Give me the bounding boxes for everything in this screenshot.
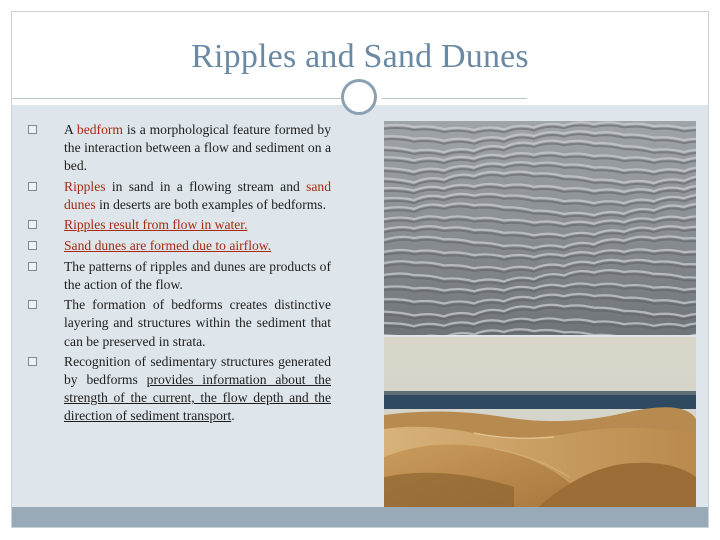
bullet-text-segment: provides information about the strength of the current, the flow depth and the direction of sediment transport <box>64 372 331 424</box>
footer-bar <box>12 507 708 527</box>
bullet-text-segment: Sand dunes are formed due to airflow. <box>64 238 272 254</box>
bullet-dunes-air <box>18 237 331 255</box>
bullet-square-icon <box>28 300 37 309</box>
bullet-text-segment: Ripples <box>64 178 106 194</box>
title-divider-right <box>382 98 527 99</box>
bullet-text-segment: in sand in a flowing stream and <box>105 178 307 194</box>
bullet-ripples-water <box>18 216 331 234</box>
bullet-text-segment: is a morphological feature formed by the interaction between a flow and sediment on a bed. <box>64 122 331 174</box>
sand-ripples-photo <box>384 121 696 335</box>
bullet-text-segment: in deserts are both examples of bedforms. <box>95 196 326 212</box>
bullet-text-segment: sand dunes <box>64 178 331 212</box>
title-divider-left <box>12 98 341 99</box>
bullet-layering <box>18 296 331 350</box>
bullet-text-segment: Recognition of sedimentary structures generated by bedforms <box>64 354 331 388</box>
bullet-text-segment: A <box>64 122 77 137</box>
bullet-text-segment: The patterns of ripples and dunes are products of the action of the flow. <box>64 258 331 292</box>
bullet-list <box>18 121 331 428</box>
bullet-text-segment: . <box>231 408 235 424</box>
sand-dunes-photo <box>384 337 696 511</box>
bullet-square-icon <box>28 357 37 366</box>
bullet-patterns <box>18 258 331 294</box>
bullet-examples <box>18 178 331 214</box>
bullet-recognition <box>18 353 331 425</box>
slide-title: Ripples and Sand Dunes <box>191 38 529 75</box>
bullet-bedform <box>18 121 331 175</box>
bullet-text-segment: Ripples result from flow in water. <box>64 217 248 233</box>
bullet-square-icon <box>28 220 37 229</box>
bullet-text-segment: The formation of bedforms creates distinctive layering and structures within the sediment that can be preserved in strata. <box>64 297 331 349</box>
bullet-text-segment: bedform <box>76 122 123 137</box>
bullet-square-icon <box>28 241 37 250</box>
bullet-square-icon <box>28 262 37 271</box>
bullet-square-icon <box>28 182 37 191</box>
title-divider-circle <box>341 79 377 115</box>
bullet-square-icon <box>28 125 37 134</box>
